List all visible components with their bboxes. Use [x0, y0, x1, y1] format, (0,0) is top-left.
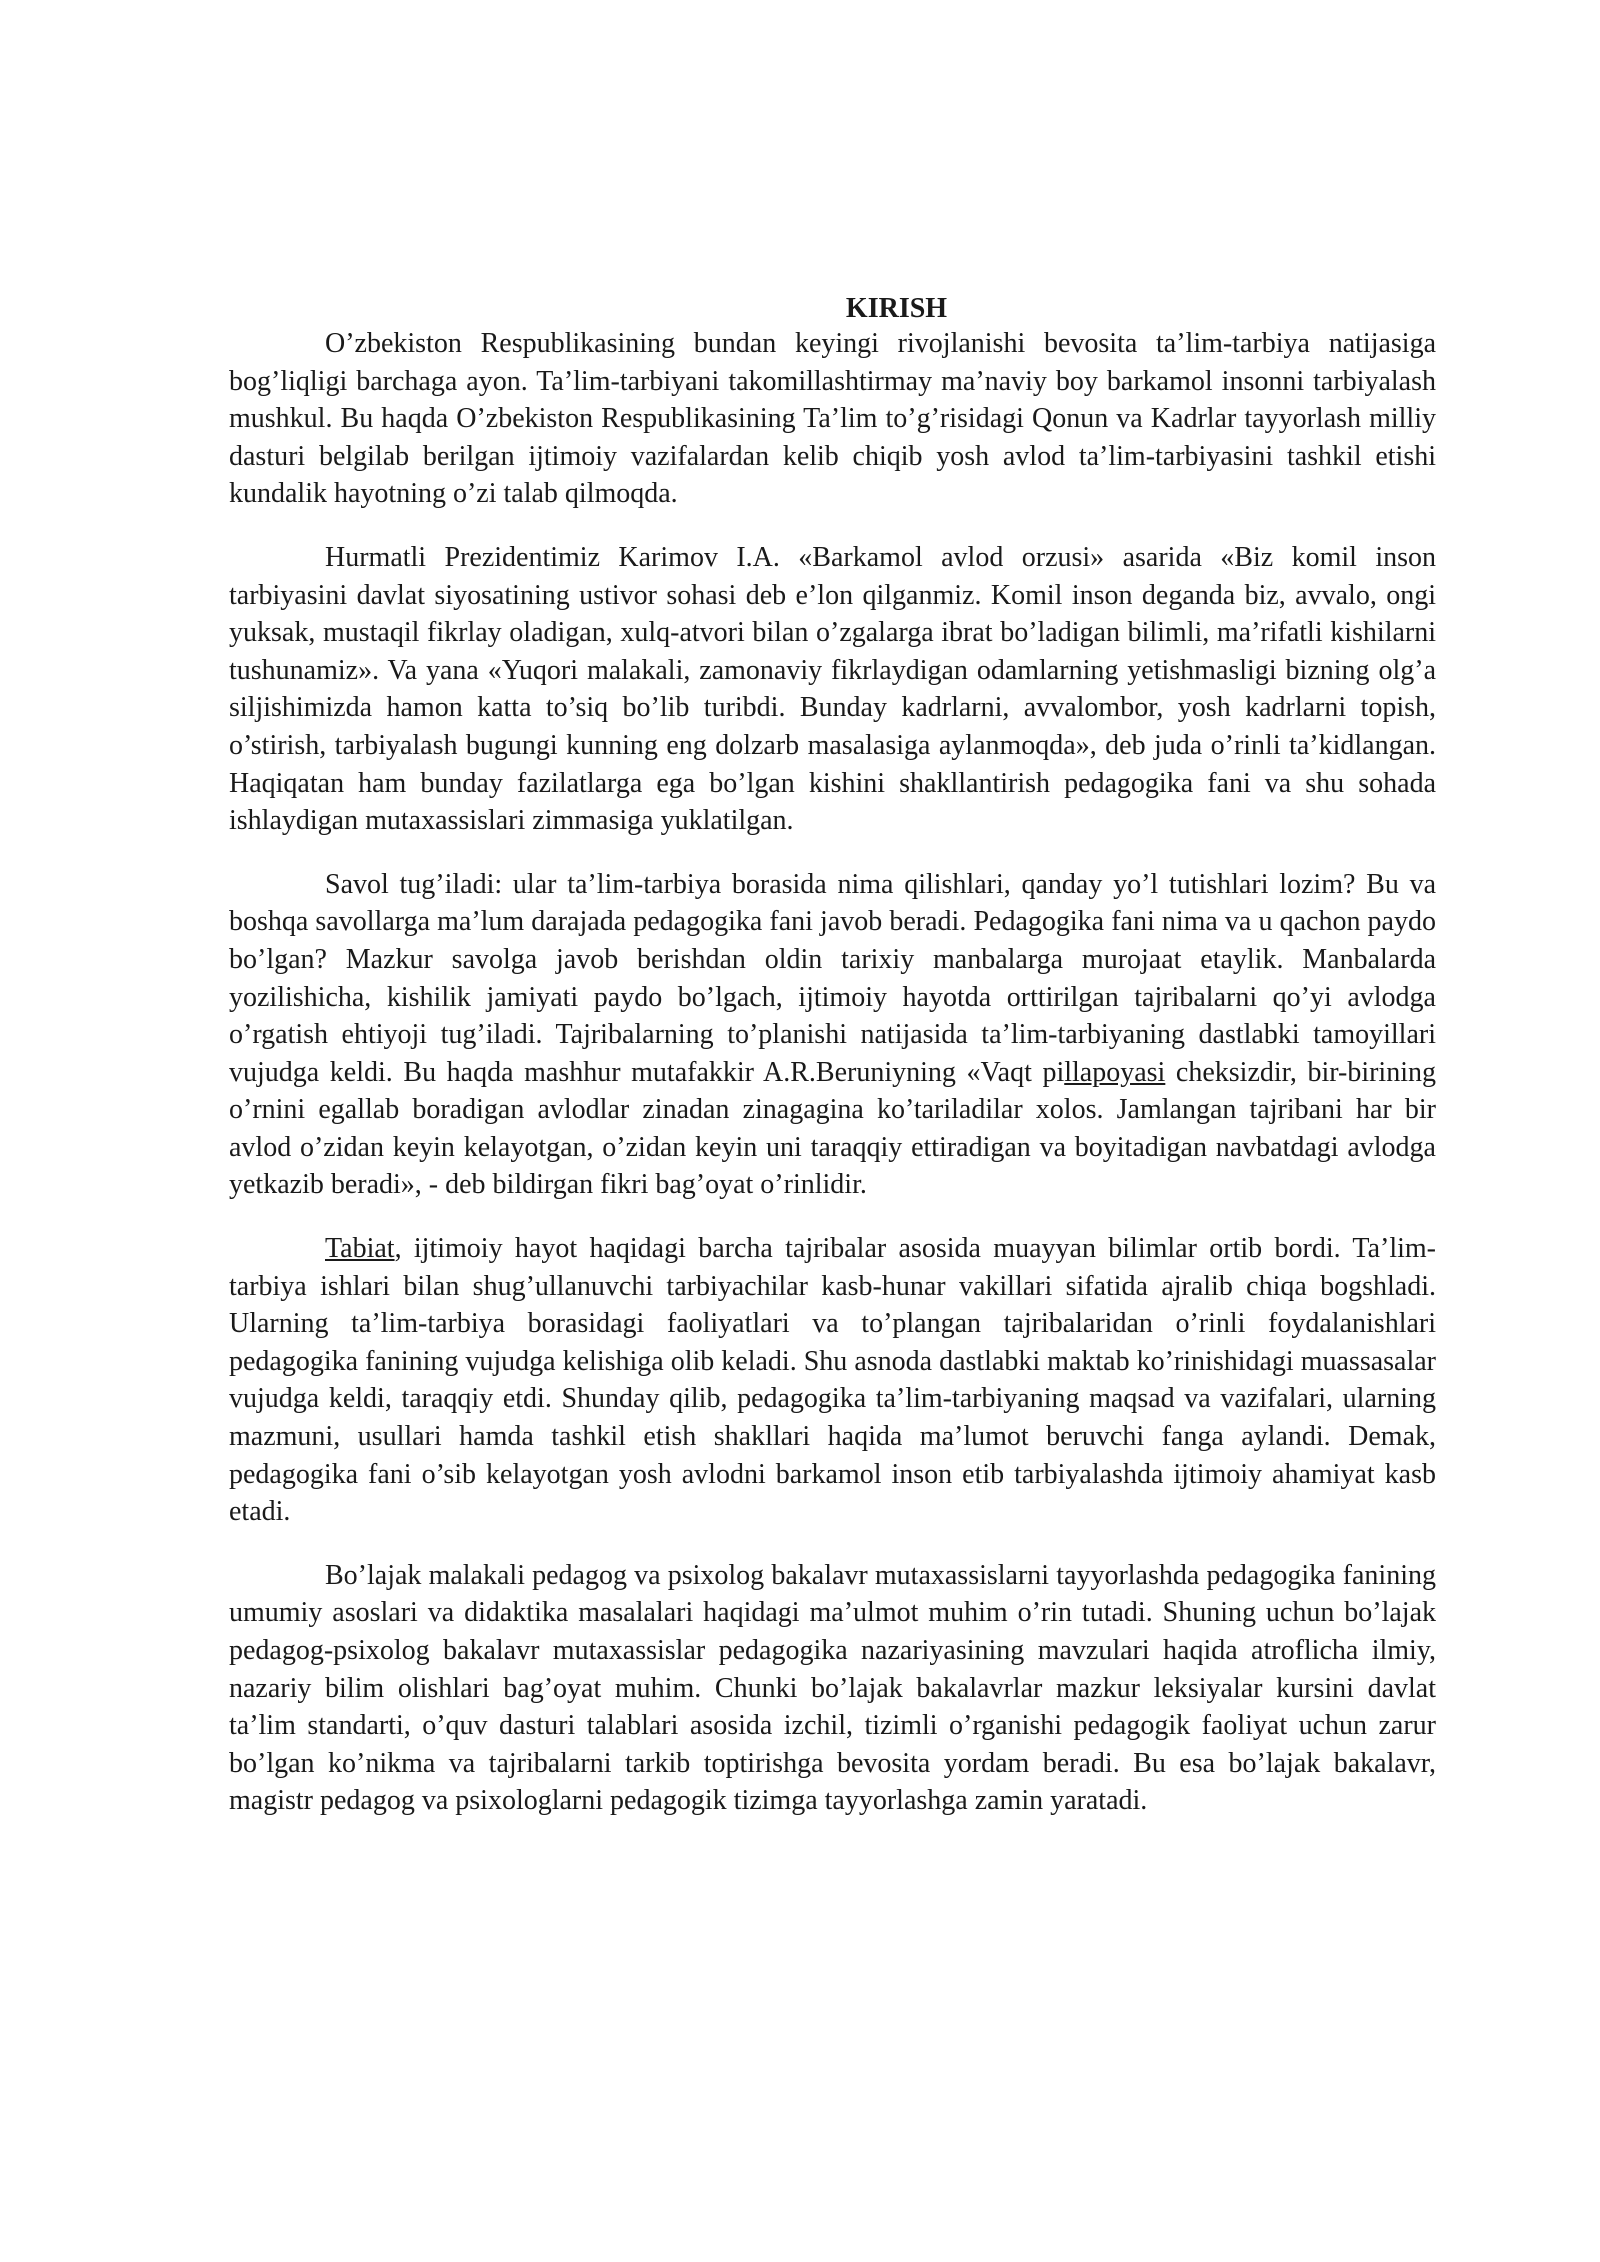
paragraph-4-text-after: , ijtimoiy hayot haqidagi barcha tajribalar asosida muayyan bilimlar ortib bordi. Ta’lim-tarbiya ishlari bilan shug’ullanuvchi tarbiyachilar kasb-hunar vakillari sifatida ajralib chiqa bogshladi. Ularning ta’lim-tarbiya borasidagi faoliyatlari va to’plangan tajribalaridan o’rinli foydalanishlari pedagogika fanining vujudga kelishiga olib keladi. Shu asnoda dastlabki maktab ko’rinishidagi muassasalar vujudga keldi, taraqqiy etdi. Shunday qilib, pedagogika ta’lim-tarbiyaning maqsad va vazifalari, ularning mazmuni, usullari hamda tashkil etish shakllari haqida ma’lumot beruvchi fanga aylandi. Demak, pedagogika fani o’sib kelayotgan yosh avlodni barkamol inson etib tarbiyalashda ijtimoiy ahamiyat kasb etadi.: [229, 1233, 1436, 1528]
paragraph-1: O’zbekiston Respublikasining bundan keyingi rivojlanishi bevosita ta’lim-tarbiya natijasiga bog’liqligi barchaga ayon. Ta’lim-tarbiyani takomillashtirmay ma’naviy boy barkamol insonni tarbiyalash mushkul. Bu haqda O’zbekiston Respublikasining Ta’lim to’g’risidagi Qonun va Kadrlar tayyorlash milliy dasturi belgilab berilgan ijtimoiy vazifalardan kelib chiqib yosh avlod ta’lim-tarbiyasini tashkil etishi kundalik hayotning o’zi talab qilmoqda.: [229, 328, 1436, 510]
paragraph-4: [229, 1230, 1436, 1531]
paragraph-2: Hurmatli Prezidentimiz Karimov I.A. «Barkamol avlod orzusi» asarida «Biz komil inson tarbiyasini davlat siyosatining ustivor sohasi deb e’lon qilganmiz. Komil inson deganda biz, avvalo, ongi yuksak, mustaqil fikrlay oladigan, xulq-atvori bilan o’zgalarga ibrat bo’ladigan bilimli, ma’rifatli kishilarni tushunamiz». Va yana «Yuqori malakali, zamonaviy fikrlaydigan odamlarning yetishmasligi bizning olg’a siljishimizda hamon katta to’siq bo’lib turibdi. Bunday kadrlarni, avvalombor, yosh kadrlarni topish, o’stirish, tarbiyalash bugungi kunning eng dolzarb masalasiga aylanmoqda», deb juda o’rinli ta’kidlangan. Haqiqatan ham bunday fazilatlarga ega bo’lgan kishini shakllantirish pedagogika fani va shu sohada ishlaydigan mutaxassislari zimmasiga yuklatilgan.: [229, 541, 1436, 837]
underlined-word-pillapoyasi: llapoyasi: [1064, 1056, 1166, 1088]
document-body: [229, 290, 1436, 1846]
paragraph-3: [229, 866, 1436, 1204]
page-title: KIRISH: [845, 293, 948, 324]
paragraph-3-text-before: Savol tug’iladi: ular ta’lim-tarbiya borasida nima qilishlari, qanday yo’l tutishlari lozim? Bu va boshqa savollarga ma’lum darajada pedagogika fani javob beradi. Pedagogika fani nima va u qachon paydo bo’lgan? Mazkur savolga javob berishdan oldin tarixiy manbalarga murojaat etaylik. Manbalarda yozilishicha, kishilik jamiyati paydo bo’lgach, ijtimoiy hayotda orttirilgan tajribalarni qo’yi avlodga o’rgatish ehtiyoji tug’iladi. Tajribalarning to’planishi natijasida ta’lim-tarbiyaning dastlabki tamoyillari vujudga keldi. Bu haqda mashhur mutafakkir A.R.Beruniyning «Vaqt pi: [229, 868, 1436, 1088]
paragraph-3-text-after: cheksizdir, bir-birining o’rnini egallab boradigan avlodlar zinadan zinagagina ko’tariladilar xolos. Jamlangan tajribani har bir avlod o’zidan keyin kelayotgan, o’zidan keyin uni taraqqiy ettiradigan va boyitadigan navbatdagi avlodga yetkazib beradi», - deb bildirgan fikri bag’oyat o’rinlidir.: [229, 1056, 1436, 1201]
paragraph-5: Bo’lajak malakali pedagog va psixolog bakalavr mutaxassislarni tayyorlashda pedagogika fanining umumiy asoslari va didaktika masalalari haqidagi ma’ulmot muhim o’rin tutadi. Shuning uchun bo’lajak pedagog-psixolog bakalavr mutaxassislar pedagogika nazariyasining mavzulari haqida atroflicha ilmiy, nazariy bilim olishlari bag’oyat muhim. Chunki bo’lajak bakalavrlar mazkur leksiyalar kursini davlat ta’lim standarti, o’quv dasturi talablari asosida izchil, tizimli o’rganishi pedagogik faoliyat uchun zarur bo’lgan ko’nikma va tajribalarni tarkib toptirishga bevosita yordam beradi. Bu esa bo’lajak bakalavr, magistr pedagog va psixologlarni pedagogik tizimga tayyorlashga zamin yaratadi.: [229, 1559, 1436, 1817]
underlined-word-tabiat: Tabiat: [325, 1233, 395, 1265]
